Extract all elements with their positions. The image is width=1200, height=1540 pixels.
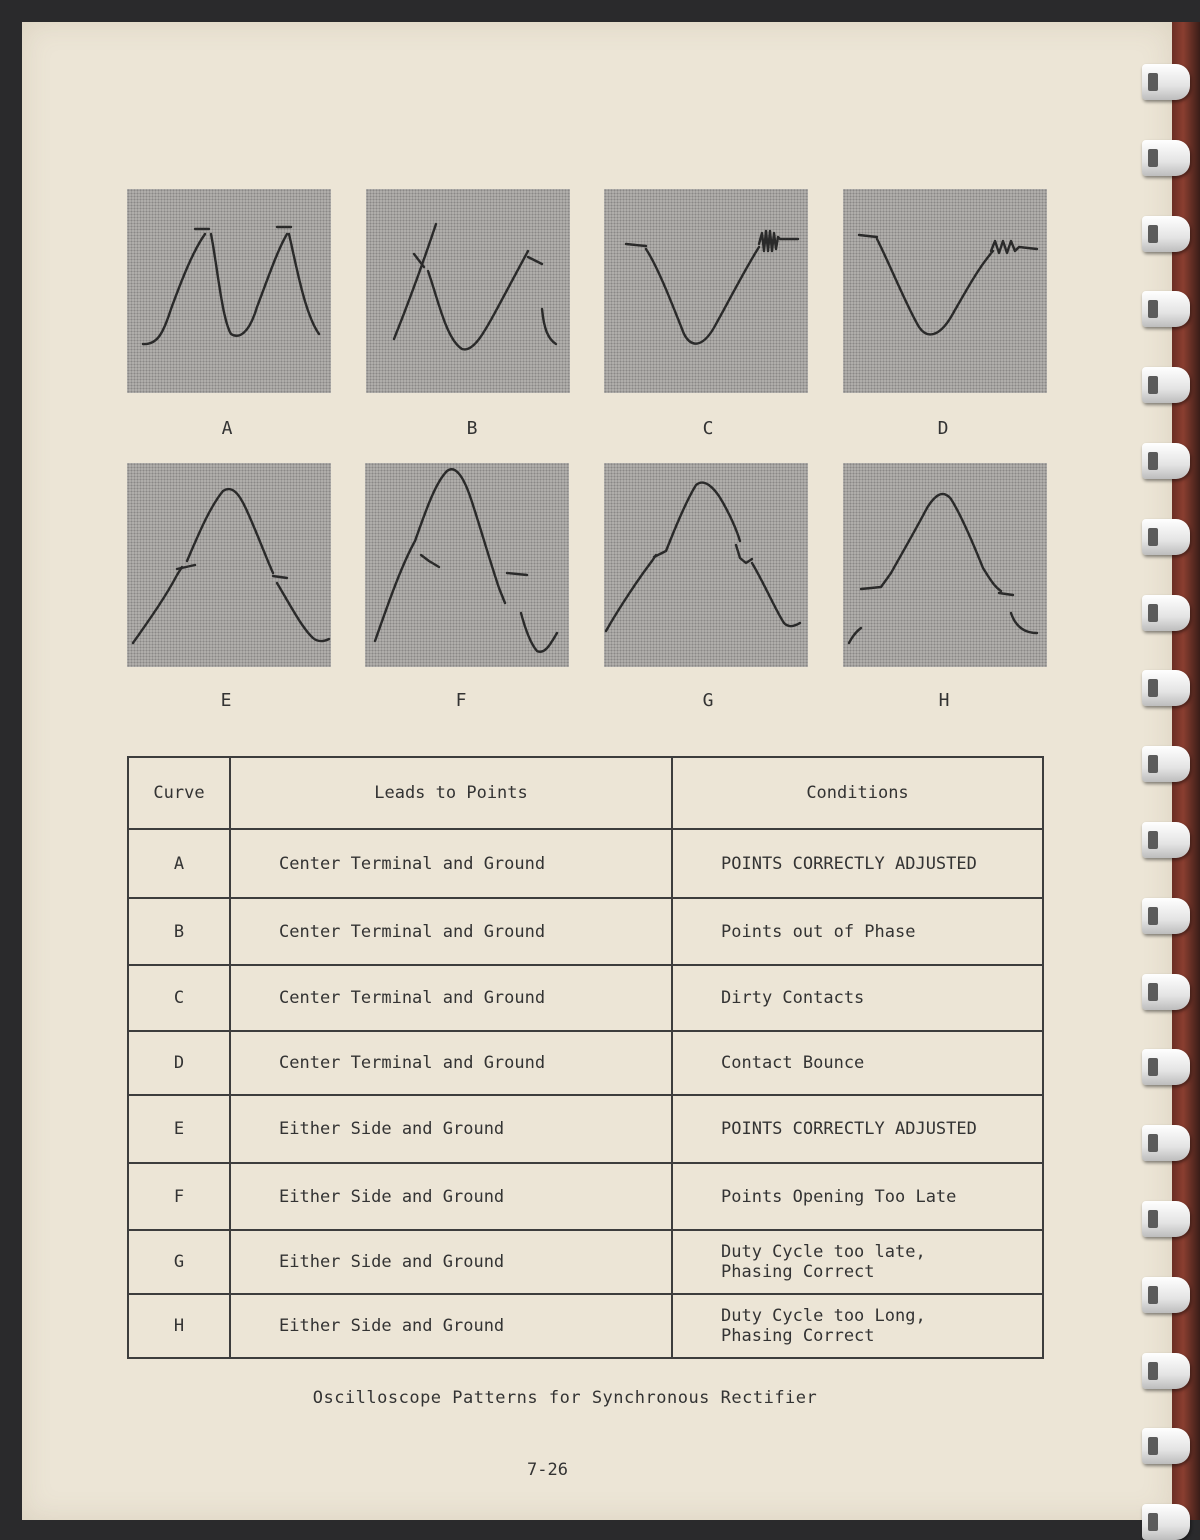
scope-pattern-g [604,463,808,667]
cell-curve: B [128,898,230,965]
binder-ring [1142,367,1190,403]
table-row [128,965,1043,1031]
cell-curve: E [128,1095,230,1163]
cell-leads: Either Side and Ground [230,1095,672,1163]
cell-leads: Center Terminal and Ground [230,965,672,1031]
scope-pattern-f [365,463,569,667]
binder-ring [1142,216,1190,252]
binder-ring [1142,1353,1190,1389]
binder-ring [1142,898,1190,934]
figure-label: A [221,418,233,439]
binder-ring [1142,1049,1190,1085]
table-row [128,1095,1043,1163]
cell-conditions: Contact Bounce [672,1031,1043,1095]
figure-label: G [702,690,714,711]
cell-leads: Center Terminal and Ground [230,1031,672,1095]
waveform-e-icon [127,463,331,667]
binder-ring [1142,64,1190,100]
binder-ring [1142,443,1190,479]
waveform-c-icon [604,189,808,393]
cell-conditions [672,1230,1043,1294]
scope-pattern-d [843,189,1047,393]
conditions-table [127,756,1044,1359]
scope-pattern-a [127,189,331,393]
cell-conditions-line2: Phasing Correct [721,1326,875,1346]
binder-ring [1142,1201,1190,1237]
cell-conditions: POINTS CORRECTLY ADJUSTED [672,1095,1043,1163]
page-number: 7-26 [527,1460,568,1480]
figure-label: B [466,418,478,439]
cell-leads: Either Side and Ground [230,1163,672,1230]
cell-leads: Center Terminal and Ground [230,829,672,898]
header-conditions: Conditions [672,757,1043,829]
cell-curve: G [128,1230,230,1294]
cell-curve: D [128,1031,230,1095]
cell-curve: C [128,965,230,1031]
waveform-b-icon [366,189,570,393]
binder-ring [1142,974,1190,1010]
waveform-f-icon [365,463,569,667]
table-row [128,1031,1043,1095]
figure-label: F [455,690,467,711]
cell-leads: Either Side and Ground [230,1294,672,1358]
cell-conditions-line2: Phasing Correct [721,1262,875,1282]
table-row [128,898,1043,965]
binder-ring [1142,746,1190,782]
cell-conditions: Points Opening Too Late [672,1163,1043,1230]
scope-pattern-e [127,463,331,667]
binder-ring [1142,670,1190,706]
cell-leads: Center Terminal and Ground [230,898,672,965]
table-row [128,1230,1043,1294]
waveform-h-icon [843,463,1047,667]
figure-label: E [220,690,232,711]
scope-pattern-b [366,189,570,393]
cell-conditions: POINTS CORRECTLY ADJUSTED [672,829,1043,898]
figure-caption: Oscilloscope Patterns for Synchronous Rectifier [312,1388,818,1408]
binder-ring [1142,595,1190,631]
cell-conditions-line1: Duty Cycle too Long, [721,1306,926,1326]
figure-label: D [937,418,949,439]
table-row [128,1294,1043,1358]
cell-curve: A [128,829,230,898]
table-row [128,829,1043,898]
binder-ring [1142,519,1190,555]
cell-conditions-line1: Duty Cycle too late, [721,1242,926,1262]
binder-ring [1142,1125,1190,1161]
cell-curve: H [128,1294,230,1358]
header-curve: Curve [128,757,230,829]
binder-ring [1142,1277,1190,1313]
figure-label: C [702,418,714,439]
cell-leads: Either Side and Ground [230,1230,672,1294]
binder-ring [1142,291,1190,327]
table-row [128,1163,1043,1230]
cell-curve: F [128,1163,230,1230]
figure-label: H [938,690,950,711]
binder-ring [1142,1428,1190,1464]
binder-ring [1142,822,1190,858]
waveform-a-icon [127,189,331,393]
cell-conditions: Points out of Phase [672,898,1043,965]
binder-ring [1142,1504,1190,1540]
waveform-g-icon [604,463,808,667]
header-leads: Leads to Points [230,757,672,829]
cell-conditions [672,1294,1043,1358]
waveform-d-icon [843,189,1047,393]
scope-pattern-c [604,189,808,393]
table-header-row [128,757,1043,829]
binder-ring [1142,140,1190,176]
scope-pattern-h [843,463,1047,667]
cell-conditions: Dirty Contacts [672,965,1043,1031]
